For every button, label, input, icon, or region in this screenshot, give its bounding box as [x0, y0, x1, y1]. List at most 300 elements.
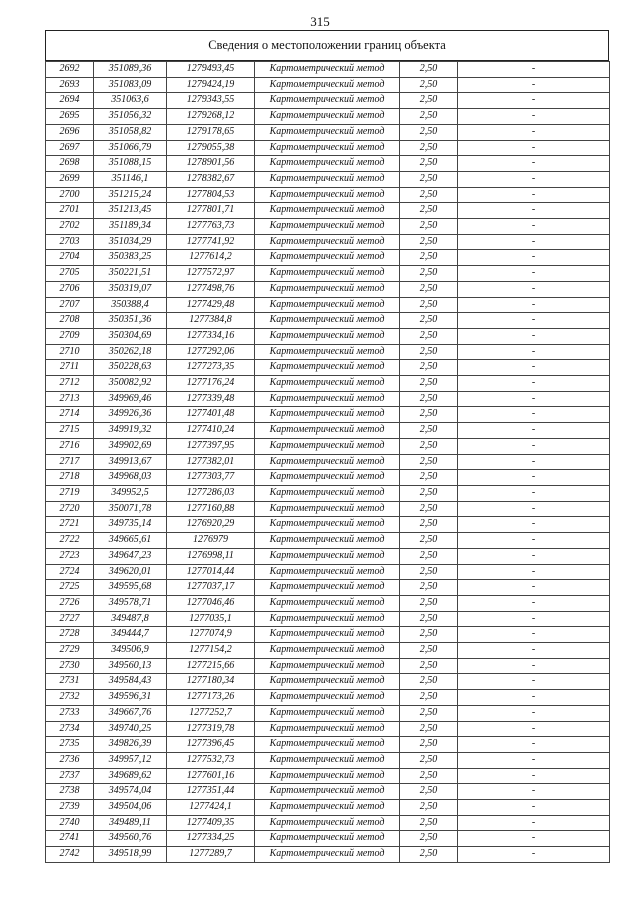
cell-coord-x: 350262,18: [94, 344, 167, 360]
cell-point-number: 2714: [46, 407, 94, 423]
cell-coord-y: 1278382,67: [167, 171, 255, 187]
table-row: [46, 360, 610, 376]
cell-description: -: [458, 297, 610, 313]
table-row: [46, 627, 610, 643]
table-row: [46, 203, 610, 219]
cell-coord-x: 351215,24: [94, 187, 167, 203]
cell-coord-x: 349902,69: [94, 438, 167, 454]
table-row: [46, 423, 610, 439]
cell-description: -: [458, 313, 610, 329]
cell-description: -: [458, 627, 610, 643]
table-row: [46, 77, 610, 93]
cell-coord-y: 1277351,44: [167, 784, 255, 800]
table-row: [46, 674, 610, 690]
cell-coord-x: 349620,01: [94, 564, 167, 580]
cell-method: Картометрический метод: [255, 548, 400, 564]
cell-coord-y: 1277154,2: [167, 643, 255, 659]
cell-point-number: 2698: [46, 156, 94, 172]
cell-coord-y: 1277173,26: [167, 690, 255, 706]
cell-coord-x: 351066,79: [94, 140, 167, 156]
table-row: [46, 297, 610, 313]
cell-method: Картометрический метод: [255, 595, 400, 611]
cell-point-number: 2692: [46, 62, 94, 78]
table-row: [46, 234, 610, 250]
cell-description: -: [458, 690, 610, 706]
table-row: [46, 611, 610, 627]
cell-method: Картометрический метод: [255, 93, 400, 109]
cell-accuracy: 2,50: [400, 234, 458, 250]
cell-accuracy: 2,50: [400, 784, 458, 800]
cell-point-number: 2731: [46, 674, 94, 690]
boundary-table-sheet: [45, 30, 609, 863]
cell-coord-y: 1277303,77: [167, 470, 255, 486]
table-row: [46, 250, 610, 266]
cell-coord-x: 351088,15: [94, 156, 167, 172]
cell-accuracy: 2,50: [400, 109, 458, 125]
cell-method: Картометрический метод: [255, 752, 400, 768]
cell-method: Картометрический метод: [255, 438, 400, 454]
cell-method: Картометрический метод: [255, 171, 400, 187]
table-row: [46, 752, 610, 768]
cell-coord-x: 349919,32: [94, 423, 167, 439]
cell-accuracy: 2,50: [400, 62, 458, 78]
cell-point-number: 2729: [46, 643, 94, 659]
cell-accuracy: 2,50: [400, 297, 458, 313]
cell-method: Картометрический метод: [255, 815, 400, 831]
boundary-points-table: [45, 61, 610, 863]
cell-coord-x: 349560,76: [94, 831, 167, 847]
table-row: [46, 219, 610, 235]
cell-coord-y: 1279268,12: [167, 109, 255, 125]
cell-point-number: 2716: [46, 438, 94, 454]
cell-accuracy: 2,50: [400, 77, 458, 93]
cell-method: Картометрический метод: [255, 187, 400, 203]
cell-coord-x: 351056,32: [94, 109, 167, 125]
table-row: [46, 517, 610, 533]
cell-method: Картометрический метод: [255, 501, 400, 517]
cell-description: -: [458, 454, 610, 470]
cell-accuracy: 2,50: [400, 847, 458, 863]
table-row: [46, 454, 610, 470]
cell-coord-y: 1277176,24: [167, 376, 255, 392]
cell-point-number: 2693: [46, 77, 94, 93]
cell-point-number: 2725: [46, 580, 94, 596]
cell-coord-x: 349518,99: [94, 847, 167, 863]
cell-coord-y: 1277409,35: [167, 815, 255, 831]
cell-point-number: 2719: [46, 485, 94, 501]
cell-point-number: 2704: [46, 250, 94, 266]
cell-point-number: 2710: [46, 344, 94, 360]
cell-point-number: 2718: [46, 470, 94, 486]
table-row: [46, 187, 610, 203]
cell-point-number: 2741: [46, 831, 94, 847]
cell-coord-y: 1277498,76: [167, 281, 255, 297]
cell-coord-y: 1277339,48: [167, 391, 255, 407]
cell-description: -: [458, 580, 610, 596]
cell-coord-x: 350071,78: [94, 501, 167, 517]
cell-accuracy: 2,50: [400, 203, 458, 219]
cell-method: Картометрический метод: [255, 234, 400, 250]
table-row: [46, 156, 610, 172]
table-row: [46, 658, 610, 674]
cell-method: Картометрический метод: [255, 328, 400, 344]
cell-description: -: [458, 470, 610, 486]
cell-coord-x: 351063,6: [94, 93, 167, 109]
cell-coord-x: 349968,03: [94, 470, 167, 486]
cell-accuracy: 2,50: [400, 281, 458, 297]
cell-description: -: [458, 187, 610, 203]
cell-coord-x: 349506,9: [94, 643, 167, 659]
cell-coord-y: 1276920,29: [167, 517, 255, 533]
table-row: [46, 690, 610, 706]
cell-accuracy: 2,50: [400, 705, 458, 721]
cell-method: Картометрический метод: [255, 313, 400, 329]
table-row: [46, 831, 610, 847]
cell-accuracy: 2,50: [400, 328, 458, 344]
cell-coord-x: 349647,23: [94, 548, 167, 564]
table-row: [46, 313, 610, 329]
cell-method: Картометрический метод: [255, 376, 400, 392]
cell-coord-x: 351034,29: [94, 234, 167, 250]
cell-method: Картометрический метод: [255, 784, 400, 800]
cell-point-number: 2724: [46, 564, 94, 580]
cell-point-number: 2695: [46, 109, 94, 125]
cell-point-number: 2733: [46, 705, 94, 721]
cell-accuracy: 2,50: [400, 360, 458, 376]
cell-accuracy: 2,50: [400, 517, 458, 533]
cell-point-number: 2726: [46, 595, 94, 611]
cell-description: -: [458, 721, 610, 737]
table-row: [46, 109, 610, 125]
cell-coord-x: 350319,07: [94, 281, 167, 297]
cell-point-number: 2707: [46, 297, 94, 313]
cell-method: Картометрический метод: [255, 690, 400, 706]
cell-point-number: 2713: [46, 391, 94, 407]
table-row: [46, 564, 610, 580]
cell-coord-x: 349969,46: [94, 391, 167, 407]
cell-description: -: [458, 548, 610, 564]
cell-method: Картометрический метод: [255, 281, 400, 297]
table-row: [46, 800, 610, 816]
cell-coord-x: 350221,51: [94, 266, 167, 282]
table-row: [46, 407, 610, 423]
cell-coord-y: 1277286,03: [167, 485, 255, 501]
cell-accuracy: 2,50: [400, 627, 458, 643]
cell-coord-y: 1277334,25: [167, 831, 255, 847]
cell-accuracy: 2,50: [400, 423, 458, 439]
cell-coord-x: 351058,82: [94, 124, 167, 140]
cell-description: -: [458, 407, 610, 423]
cell-point-number: 2708: [46, 313, 94, 329]
cell-point-number: 2739: [46, 800, 94, 816]
page-number: 315: [310, 14, 330, 29]
cell-coord-x: 351146,1: [94, 171, 167, 187]
table-row: [46, 768, 610, 784]
cell-coord-x: 349667,76: [94, 705, 167, 721]
cell-coord-x: 350351,36: [94, 313, 167, 329]
cell-coord-x: 349913,67: [94, 454, 167, 470]
cell-accuracy: 2,50: [400, 611, 458, 627]
cell-method: Картометрический метод: [255, 643, 400, 659]
cell-coord-y: 1279424,19: [167, 77, 255, 93]
cell-description: -: [458, 62, 610, 78]
cell-accuracy: 2,50: [400, 595, 458, 611]
cell-accuracy: 2,50: [400, 658, 458, 674]
cell-description: -: [458, 737, 610, 753]
cell-method: Картометрический метод: [255, 611, 400, 627]
cell-method: Картометрический метод: [255, 831, 400, 847]
cell-point-number: 2715: [46, 423, 94, 439]
cell-coord-x: 349444,7: [94, 627, 167, 643]
cell-coord-x: 349560,13: [94, 658, 167, 674]
cell-method: Картометрический метод: [255, 564, 400, 580]
cell-description: -: [458, 564, 610, 580]
cell-point-number: 2712: [46, 376, 94, 392]
cell-point-number: 2723: [46, 548, 94, 564]
cell-coord-y: 1279493,45: [167, 62, 255, 78]
cell-coord-y: 1277074,9: [167, 627, 255, 643]
cell-accuracy: 2,50: [400, 124, 458, 140]
cell-description: -: [458, 140, 610, 156]
cell-point-number: 2732: [46, 690, 94, 706]
cell-coord-y: 1277804,53: [167, 187, 255, 203]
cell-description: -: [458, 423, 610, 439]
cell-method: Картометрический метод: [255, 360, 400, 376]
cell-description: -: [458, 391, 610, 407]
cell-coord-x: 349584,43: [94, 674, 167, 690]
cell-coord-y: 1277334,16: [167, 328, 255, 344]
cell-point-number: 2709: [46, 328, 94, 344]
cell-coord-y: 1277382,01: [167, 454, 255, 470]
table-body: [46, 62, 610, 863]
cell-description: -: [458, 281, 610, 297]
cell-method: Картометрический метод: [255, 423, 400, 439]
cell-accuracy: 2,50: [400, 580, 458, 596]
cell-coord-y: 1277601,16: [167, 768, 255, 784]
cell-description: -: [458, 815, 610, 831]
cell-point-number: 2722: [46, 533, 94, 549]
cell-accuracy: 2,50: [400, 485, 458, 501]
cell-coord-y: 1277397,95: [167, 438, 255, 454]
cell-accuracy: 2,50: [400, 674, 458, 690]
table-row: [46, 140, 610, 156]
cell-accuracy: 2,50: [400, 533, 458, 549]
cell-point-number: 2702: [46, 219, 94, 235]
cell-description: -: [458, 768, 610, 784]
cell-point-number: 2705: [46, 266, 94, 282]
cell-coord-x: 350228,63: [94, 360, 167, 376]
table-title: Сведения о местоположении границ объекта: [45, 30, 609, 61]
cell-accuracy: 2,50: [400, 470, 458, 486]
table-row: [46, 93, 610, 109]
cell-coord-x: 349826,39: [94, 737, 167, 753]
cell-coord-y: 1277614,2: [167, 250, 255, 266]
cell-point-number: 2700: [46, 187, 94, 203]
table-row: [46, 784, 610, 800]
cell-coord-x: 349735,14: [94, 517, 167, 533]
cell-coord-x: 349952,5: [94, 485, 167, 501]
cell-point-number: 2736: [46, 752, 94, 768]
cell-accuracy: 2,50: [400, 438, 458, 454]
cell-description: -: [458, 705, 610, 721]
table-row: [46, 438, 610, 454]
cell-coord-x: 350304,69: [94, 328, 167, 344]
cell-point-number: 2734: [46, 721, 94, 737]
cell-method: Картометрический метод: [255, 454, 400, 470]
cell-point-number: 2694: [46, 93, 94, 109]
cell-accuracy: 2,50: [400, 187, 458, 203]
table-row: [46, 62, 610, 78]
cell-method: Картометрический метод: [255, 77, 400, 93]
cell-method: Картометрический метод: [255, 658, 400, 674]
cell-coord-y: 1277763,73: [167, 219, 255, 235]
cell-coord-y: 1277273,35: [167, 360, 255, 376]
cell-description: -: [458, 800, 610, 816]
cell-description: -: [458, 234, 610, 250]
cell-description: -: [458, 203, 610, 219]
cell-coord-x: 349487,8: [94, 611, 167, 627]
table-row: [46, 815, 610, 831]
cell-accuracy: 2,50: [400, 721, 458, 737]
cell-accuracy: 2,50: [400, 815, 458, 831]
cell-description: -: [458, 438, 610, 454]
table-row: [46, 847, 610, 863]
cell-coord-y: 1277160,88: [167, 501, 255, 517]
cell-method: Картометрический метод: [255, 140, 400, 156]
cell-point-number: 2699: [46, 171, 94, 187]
cell-point-number: 2727: [46, 611, 94, 627]
cell-coord-x: 349596,31: [94, 690, 167, 706]
cell-accuracy: 2,50: [400, 454, 458, 470]
cell-coord-x: 350388,4: [94, 297, 167, 313]
cell-description: -: [458, 674, 610, 690]
cell-coord-x: 349957,12: [94, 752, 167, 768]
cell-coord-x: 349489,11: [94, 815, 167, 831]
cell-coord-y: 1277014,44: [167, 564, 255, 580]
table-row: [46, 485, 610, 501]
cell-coord-x: 351213,45: [94, 203, 167, 219]
cell-description: -: [458, 784, 610, 800]
cell-coord-y: 1277396,45: [167, 737, 255, 753]
cell-method: Картометрический метод: [255, 297, 400, 313]
table-row: [46, 376, 610, 392]
cell-method: Картометрический метод: [255, 580, 400, 596]
cell-description: -: [458, 219, 610, 235]
cell-accuracy: 2,50: [400, 737, 458, 753]
cell-description: -: [458, 171, 610, 187]
cell-accuracy: 2,50: [400, 376, 458, 392]
cell-coord-x: 349926,36: [94, 407, 167, 423]
cell-method: Картометрический метод: [255, 485, 400, 501]
cell-coord-y: 1277532,73: [167, 752, 255, 768]
cell-accuracy: 2,50: [400, 752, 458, 768]
cell-description: -: [458, 752, 610, 768]
cell-coord-y: 1277801,71: [167, 203, 255, 219]
cell-accuracy: 2,50: [400, 93, 458, 109]
cell-description: -: [458, 77, 610, 93]
cell-coord-x: 349665,61: [94, 533, 167, 549]
cell-accuracy: 2,50: [400, 250, 458, 266]
cell-coord-x: 351189,34: [94, 219, 167, 235]
cell-method: Картометрический метод: [255, 391, 400, 407]
cell-method: Картометрический метод: [255, 156, 400, 172]
cell-method: Картометрический метод: [255, 721, 400, 737]
cell-accuracy: 2,50: [400, 171, 458, 187]
cell-description: -: [458, 485, 610, 501]
table-row: [46, 328, 610, 344]
cell-accuracy: 2,50: [400, 344, 458, 360]
table-row: [46, 391, 610, 407]
cell-accuracy: 2,50: [400, 768, 458, 784]
cell-accuracy: 2,50: [400, 266, 458, 282]
cell-description: -: [458, 124, 610, 140]
cell-description: -: [458, 501, 610, 517]
cell-description: -: [458, 266, 610, 282]
cell-accuracy: 2,50: [400, 548, 458, 564]
cell-coord-y: 1279055,38: [167, 140, 255, 156]
cell-point-number: 2720: [46, 501, 94, 517]
cell-coord-y: 1277292,06: [167, 344, 255, 360]
cell-method: Картометрический метод: [255, 847, 400, 863]
cell-accuracy: 2,50: [400, 564, 458, 580]
cell-accuracy: 2,50: [400, 501, 458, 517]
cell-coord-y: 1277572,97: [167, 266, 255, 282]
cell-accuracy: 2,50: [400, 219, 458, 235]
cell-coord-y: 1277046,46: [167, 595, 255, 611]
table-row: [46, 533, 610, 549]
cell-coord-x: 349740,25: [94, 721, 167, 737]
cell-method: Картометрический метод: [255, 219, 400, 235]
cell-coord-y: 1277401,48: [167, 407, 255, 423]
cell-point-number: 2711: [46, 360, 94, 376]
cell-description: -: [458, 328, 610, 344]
table-row: [46, 548, 610, 564]
cell-method: Картометрический метод: [255, 344, 400, 360]
cell-coord-y: 1277424,1: [167, 800, 255, 816]
cell-coord-y: 1278901,56: [167, 156, 255, 172]
cell-description: -: [458, 658, 610, 674]
table-row: [46, 124, 610, 140]
cell-coord-x: 349595,68: [94, 580, 167, 596]
table-row: [46, 643, 610, 659]
cell-coord-y: 1277410,24: [167, 423, 255, 439]
cell-coord-y: 1277741,92: [167, 234, 255, 250]
cell-coord-x: 351089,36: [94, 62, 167, 78]
cell-description: -: [458, 611, 610, 627]
table-row: [46, 580, 610, 596]
table-row: [46, 705, 610, 721]
cell-description: -: [458, 93, 610, 109]
cell-description: -: [458, 250, 610, 266]
cell-coord-x: 349689,62: [94, 768, 167, 784]
cell-accuracy: 2,50: [400, 156, 458, 172]
cell-coord-y: 1276979: [167, 533, 255, 549]
cell-method: Картометрический метод: [255, 800, 400, 816]
cell-description: -: [458, 595, 610, 611]
cell-method: Картометрический метод: [255, 533, 400, 549]
cell-coord-y: 1277319,78: [167, 721, 255, 737]
cell-coord-x: 349504,06: [94, 800, 167, 816]
cell-description: -: [458, 109, 610, 125]
cell-coord-x: 350383,25: [94, 250, 167, 266]
cell-method: Картометрический метод: [255, 737, 400, 753]
cell-accuracy: 2,50: [400, 391, 458, 407]
cell-point-number: 2740: [46, 815, 94, 831]
cell-coord-y: 1277215,66: [167, 658, 255, 674]
cell-method: Картометрический метод: [255, 674, 400, 690]
cell-coord-x: 349574,04: [94, 784, 167, 800]
table-row: [46, 266, 610, 282]
